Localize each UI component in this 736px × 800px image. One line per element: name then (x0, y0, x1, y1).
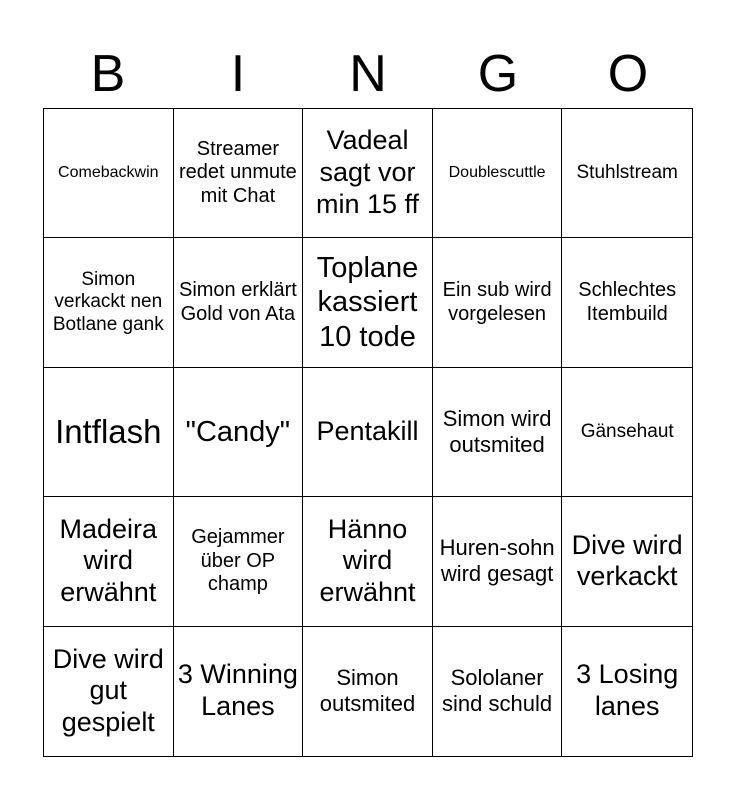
bingo-cell[interactable]: Sololaner sind schuld (433, 627, 563, 756)
bingo-cell[interactable]: Simon erklärt Gold von Ata (174, 238, 304, 367)
bingo-cell[interactable]: "Candy" (174, 368, 304, 497)
bingo-cell[interactable]: Doublescuttle (433, 109, 563, 238)
header-letter-i: I (230, 45, 246, 103)
bingo-cell[interactable]: 3 Winning Lanes (174, 627, 304, 756)
bingo-cell[interactable]: Pentakill (303, 368, 433, 497)
bingo-cell[interactable]: Simon outsmited (303, 627, 433, 756)
bingo-cell[interactable]: Gänsehaut (562, 368, 692, 497)
bingo-cell[interactable]: Toplane kassiert 10 tode (303, 238, 433, 367)
bingo-cell[interactable]: Stuhlstream (562, 109, 692, 238)
bingo-cell[interactable]: Vadeal sagt vor min 15 ff (303, 109, 433, 238)
bingo-cell[interactable]: Huren-sohn wird gesagt (433, 497, 563, 626)
header-letter-o: O (607, 45, 649, 103)
bingo-cell[interactable]: Madeira wird erwähnt (44, 497, 174, 626)
bingo-cell[interactable]: Schlechtes Itembuild (562, 238, 692, 367)
bingo-cell[interactable]: Comebackwin (44, 109, 174, 238)
bingo-cell[interactable]: Intflash (44, 368, 174, 497)
bingo-cell[interactable]: Dive wird gut gespielt (44, 627, 174, 756)
header-letter-n: N (349, 45, 387, 103)
bingo-cell[interactable]: Simon wird outsmited (433, 368, 563, 497)
bingo-cell[interactable]: Streamer redet unmute mit Chat (174, 109, 304, 238)
bingo-cell[interactable]: 3 Losing lanes (576, 659, 679, 722)
bingo-cell[interactable]: Ein sub wird vorgelesen (433, 238, 563, 367)
bingo-cell[interactable]: Gejammer über OP champ (174, 497, 304, 626)
bingo-cell[interactable]: Dive wird verkackt (562, 497, 692, 626)
header-letter-b: B (90, 45, 126, 103)
bingo-header (43, 40, 693, 108)
header-letter-g: G (477, 45, 519, 103)
bingo-cell[interactable]: Hänno wird erwähnt (303, 497, 433, 626)
bingo-board (43, 108, 693, 757)
bingo-cell[interactable]: Simon verkackt nen Botlane gank (44, 238, 174, 367)
